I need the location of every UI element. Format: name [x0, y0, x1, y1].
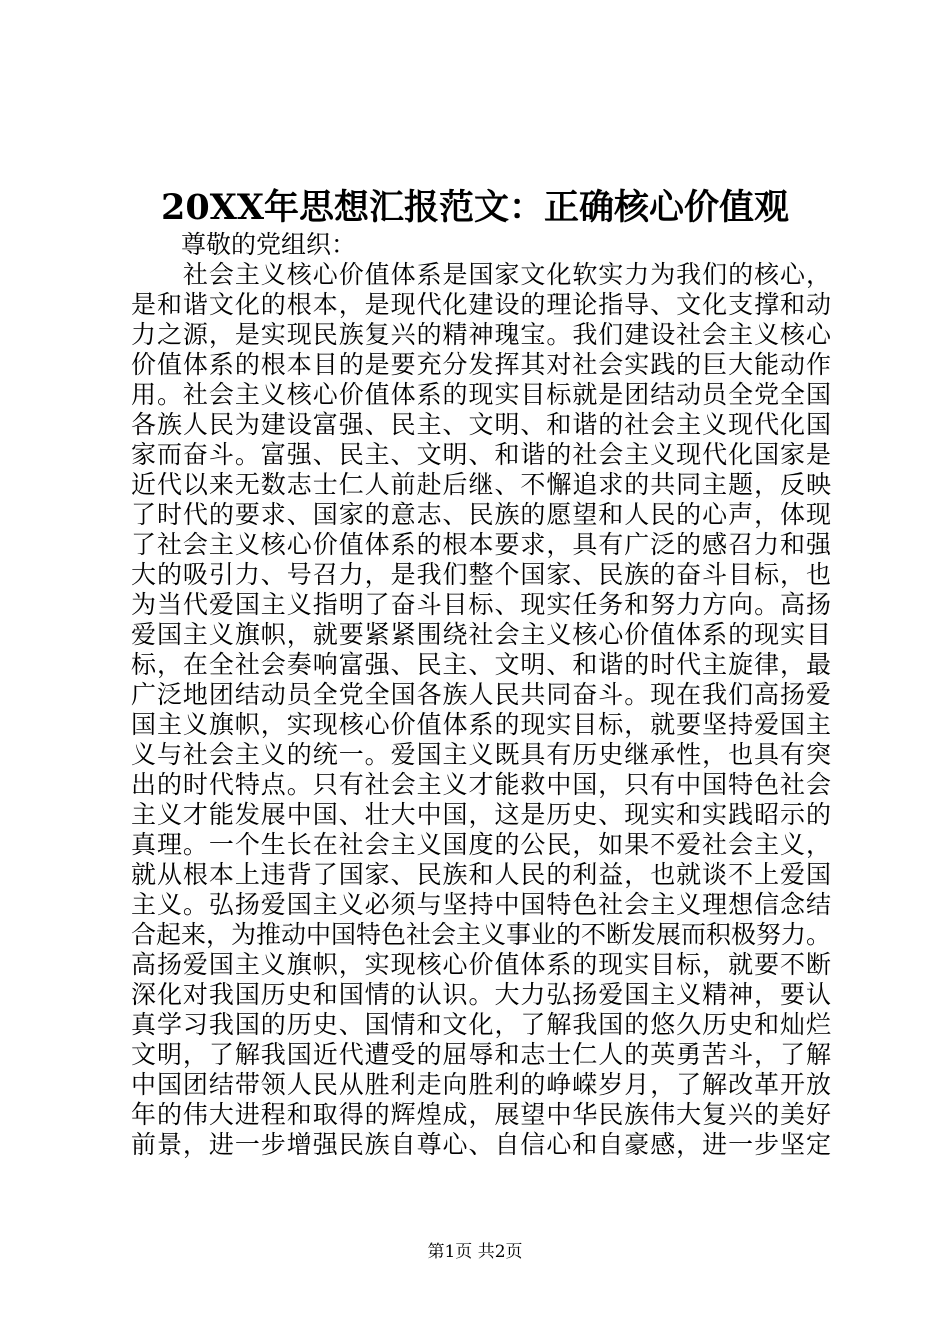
body-line: 就从根本上违背了国家、民族和人民的利益，也就谈不上爱国 — [131, 860, 831, 889]
body-line: 高扬爱国主义旗帜，实现核心价值体系的现实目标，就要不断 — [131, 950, 831, 979]
body-line: 年的伟大进程和取得的辉煌成，展望中华民族伟大复兴的美好 — [131, 1100, 831, 1129]
salutation: 尊敬的党组织： — [181, 230, 357, 259]
body-line: 了社会主义核心价值体系的根本要求，具有广泛的感召力和强 — [131, 530, 831, 559]
body-line: 文明，了解我国近代遭受的屈辱和志士仁人的英勇苦斗，了解 — [131, 1040, 831, 1069]
body-line: 真理。一个生长在社会主义国度的公民，如果不爱社会主义， — [131, 830, 831, 859]
body-line: 近代以来无数志士仁人前赴后继、不懈追求的共同主题，反映 — [131, 470, 831, 499]
body-line: 力之源，是实现民族复兴的精神瑰宝。我们建设社会主义核心 — [131, 320, 831, 349]
body-line: 主义。弘扬爱国主义必须与坚持中国特色社会主义理想信念结 — [131, 890, 831, 919]
body-line: 合起来，为推动中国特色社会主义事业的不断发展而积极努力。 — [131, 920, 832, 949]
document-body — [131, 230, 831, 1160]
body-line: 国主义旗帜，实现核心价值体系的现实目标，就要坚持爱国主 — [131, 710, 831, 739]
body-line: 社会主义核心价值体系是国家文化软实力为我们的核心， — [131, 260, 831, 289]
body-line: 前景，进一步增强民族自尊心、自信心和自豪感，进一步坚定 — [131, 1130, 831, 1159]
body-line: 价值体系的根本目的是要充分发挥其对社会实践的巨大能动作 — [131, 350, 831, 379]
body-line: 家而奋斗。富强、民主、文明、和谐的社会主义现代化国家是 — [131, 440, 831, 469]
page-footer: 第1页 共2页 — [427, 1242, 523, 1262]
body-line: 标，在全社会奏响富强、民主、文明、和谐的时代主旋律，最 — [131, 650, 831, 679]
body-line: 真学习我国的历史、国情和文化，了解我国的悠久历史和灿烂 — [131, 1010, 831, 1039]
body-line: 为当代爱国主义指明了奋斗目标、现实任务和努力方向。高扬 — [131, 590, 831, 619]
body-line: 用。社会主义核心价值体系的现实目标就是团结动员全党全国 — [131, 380, 831, 409]
body-line: 主义才能发展中国、壮大中国，这是历史、现实和实践昭示的 — [131, 800, 831, 829]
document-title: 20XX年思想汇报范文：正确核心价值观 — [160, 187, 790, 228]
body-line: 出的时代特点。只有社会主义才能救中国，只有中国特色社会 — [131, 770, 831, 799]
body-line: 义与社会主义的统一。爱国主义既具有历史继承性，也具有突 — [131, 740, 831, 769]
body-line: 广泛地团结动员全党全国各族人民共同奋斗。现在我们高扬爱 — [131, 680, 831, 709]
body-line: 爱国主义旗帜，就要紧紧围绕社会主义核心价值体系的现实目 — [131, 620, 831, 649]
body-line: 是和谐文化的根本，是现代化建设的理论指导、文化支撑和动 — [131, 290, 831, 319]
body-line: 大的吸引力、号召力，是我们整个国家、民族的奋斗目标，也 — [131, 560, 831, 589]
body-line: 深化对我国历史和国情的认识。大力弘扬爱国主义精神，要认 — [131, 980, 831, 1009]
body-line: 了时代的要求、国家的意志、民族的愿望和人民的心声，体现 — [131, 500, 831, 529]
body-line: 中国团结带领人民从胜利走向胜利的峥嵘岁月，了解改革开放 — [131, 1070, 831, 1099]
body-line: 各族人民为建设富强、民主、文明、和谐的社会主义现代化国 — [131, 410, 831, 439]
